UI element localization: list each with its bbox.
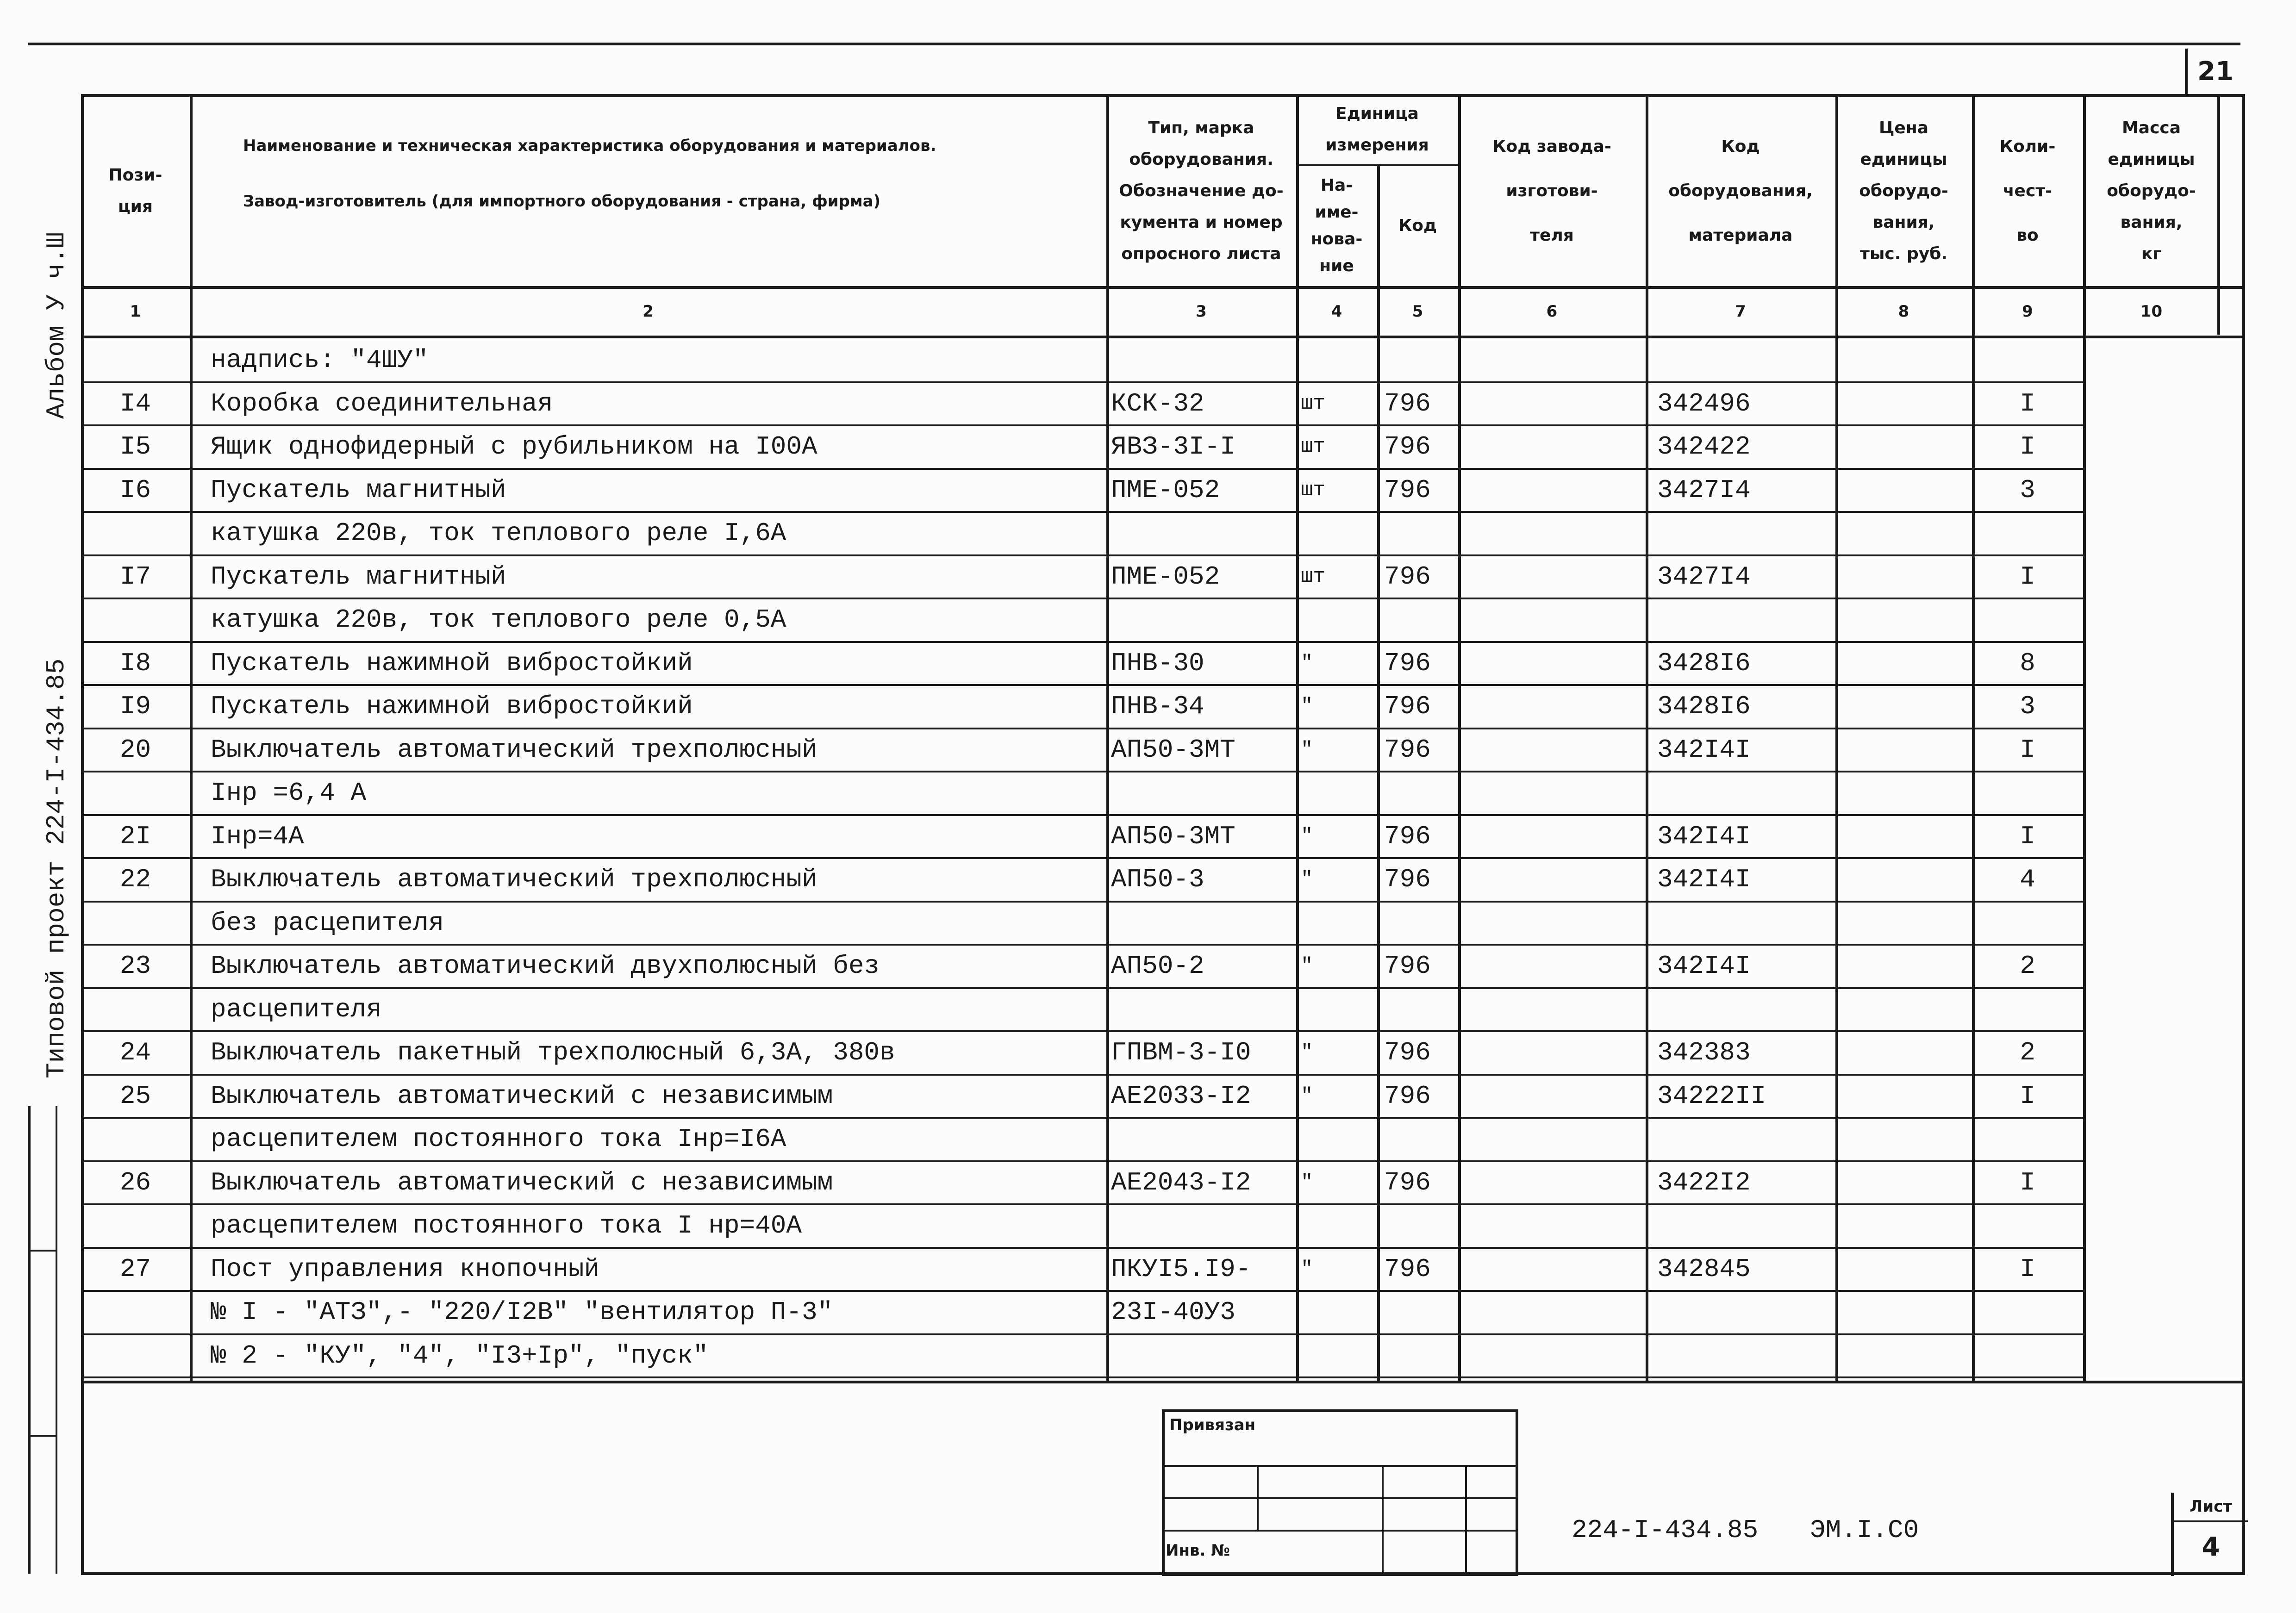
col-num: 8 — [1898, 302, 1909, 321]
cell-quantity — [1974, 1118, 2081, 1160]
cell-unit-name: " — [1301, 651, 1313, 675]
cell-quantity — [1974, 1334, 2081, 1377]
cell-material-code — [1657, 772, 1833, 814]
col-num: 5 — [1412, 302, 1423, 321]
cell-name: Выключатель автоматический с независимым — [211, 1167, 833, 1197]
cell-name: Пускатель магнитный — [211, 475, 506, 505]
cell-material-code: 3427I4 — [1657, 475, 1751, 505]
cell-quantity: I — [2020, 821, 2035, 851]
cell-unit-code: 796 — [1384, 1254, 1431, 1284]
cell-unit-code — [1384, 598, 1456, 641]
page-number: 21 — [2197, 56, 2234, 87]
cell-material-code: 342I4I — [1657, 821, 1751, 851]
doc-mark: ЭМ.I.С0 — [1810, 1515, 1919, 1545]
cell-name: надпись: "4ШУ" — [211, 345, 429, 375]
cell-material-code — [1657, 598, 1833, 641]
cell-type: АП50-3 — [1111, 865, 1204, 894]
margin-line — [28, 1250, 56, 1252]
header-name — [192, 97, 1104, 285]
cell-name: Пускатель нажимной вибростойкий — [211, 648, 693, 678]
cell-unit-code — [1384, 1204, 1456, 1247]
cell-type: КСК-32 — [1111, 388, 1204, 418]
cell-type — [1111, 598, 1294, 641]
header-unit-name: На- име- нова- ние — [1310, 175, 1363, 275]
cell-unit-code: 796 — [1384, 1038, 1431, 1067]
list-number: 4 — [2202, 1532, 2220, 1562]
col-num: 2 — [643, 302, 654, 321]
cell-unit-code: 796 — [1384, 432, 1431, 461]
privyazan-label: Привязан — [1169, 1416, 1256, 1434]
cell-unit-name: " — [1301, 868, 1313, 891]
col-line — [2217, 94, 2220, 335]
cell-quantity — [1974, 1291, 2081, 1333]
cell-unit-name — [1301, 988, 1375, 1031]
cell-type: ПКУI5.I9- — [1111, 1254, 1251, 1284]
header-material-code: Код оборудования, материала — [1668, 137, 1813, 245]
col-num: 1 — [130, 302, 141, 321]
cell-position: 20 — [119, 735, 151, 765]
cell-type: АЕ2043-I2 — [1111, 1167, 1251, 1197]
cell-material-code: 342496 — [1657, 388, 1751, 418]
cell-name: Коробка соединительная — [211, 388, 553, 418]
cell-position — [83, 988, 187, 1031]
cell-material-code: 342I4I — [1657, 735, 1751, 765]
cell-type — [1111, 772, 1294, 814]
cell-type — [1111, 1118, 1294, 1160]
cell-name: Iнр=4А — [211, 821, 304, 851]
cell-unit-code: 796 — [1384, 691, 1431, 721]
cell-unit-code: 796 — [1384, 735, 1431, 765]
list-divider — [2174, 1520, 2248, 1522]
header-unit-code: Код — [1398, 216, 1437, 235]
cell-unit-code: 796 — [1384, 1081, 1431, 1111]
cell-position — [83, 512, 187, 554]
inv-label: Инв. № — [1166, 1541, 1230, 1560]
cell-material-code: 342383 — [1657, 1038, 1751, 1067]
cell-type: ЯВЗ-3I-I — [1111, 432, 1235, 461]
margin-line — [28, 1435, 56, 1437]
col-line — [1106, 94, 1109, 1382]
cell-unit-name — [1301, 1118, 1375, 1160]
cell-type: ПМЕ-052 — [1111, 475, 1220, 505]
cell-unit-code — [1384, 1118, 1456, 1160]
cell-unit-name — [1301, 598, 1375, 641]
cell-position — [83, 1204, 187, 1247]
cell-type: АЕ2033-I2 — [1111, 1081, 1251, 1111]
doc-code: 224-I-434.85 — [1572, 1515, 1759, 1545]
col-line — [1458, 94, 1461, 1382]
cell-unit-code: 796 — [1384, 1167, 1431, 1197]
cell-unit-name: " — [1301, 1041, 1313, 1064]
cell-quantity — [1974, 339, 2081, 381]
album-label: Альбом У ч.Ш — [42, 232, 71, 419]
cell-material-code — [1657, 339, 1833, 381]
cell-material-code — [1657, 1204, 1833, 1247]
cell-position: 26 — [119, 1167, 151, 1197]
cell-material-code — [1657, 1118, 1833, 1160]
col-num: 10 — [2140, 302, 2163, 321]
header-type: Тип, марка оборудования. Обозначение до- кумента и номер опросного листа — [1119, 118, 1284, 263]
project-label: Типовой проект 224-I-434.85 — [42, 658, 71, 1078]
cell-position: 27 — [119, 1254, 151, 1284]
cell-type — [1111, 902, 1294, 944]
cell-position: I4 — [119, 388, 151, 418]
cell-position — [83, 1291, 187, 1333]
cell-quantity: 3 — [2020, 691, 2035, 721]
cell-unit-code: 796 — [1384, 475, 1431, 505]
cell-quantity: I — [2020, 388, 2035, 418]
cell-material-code — [1657, 512, 1833, 554]
cell-unit-name — [1301, 1334, 1375, 1377]
header-name-maker: Завод-изготовитель (для импортного оборудования - страна, фирма) — [243, 192, 881, 211]
cell-name: Пускатель нажимной вибростойкий — [211, 691, 693, 721]
cell-quantity — [1974, 598, 2081, 641]
cell-unit-code — [1384, 1334, 1456, 1377]
cell-unit-code: 796 — [1384, 865, 1431, 894]
cell-unit-code — [1384, 772, 1456, 814]
cell-unit-name — [1301, 772, 1375, 814]
col-num: 9 — [2022, 302, 2033, 321]
cell-quantity — [1974, 1204, 2081, 1247]
cell-name: расцепителя — [211, 994, 382, 1024]
col-line — [1296, 94, 1299, 1382]
cell-unit-name — [1301, 339, 1375, 381]
cell-position: I8 — [119, 648, 151, 678]
col-line — [1835, 94, 1838, 1382]
cell-unit-name: шт — [1301, 435, 1325, 458]
cell-position: 2I — [119, 821, 151, 851]
cell-name: Пускатель магнитный — [211, 561, 506, 592]
cell-type — [1111, 1334, 1294, 1377]
cell-name: Пост управления кнопочный — [211, 1254, 600, 1284]
cell-quantity: 2 — [2020, 951, 2035, 981]
cell-type — [1111, 988, 1294, 1031]
cell-position — [83, 902, 187, 944]
cell-quantity: I — [2020, 735, 2035, 765]
cell-unit-code: 796 — [1384, 388, 1431, 418]
cell-type: АП50-3МТ — [1111, 735, 1235, 765]
col-line — [190, 94, 193, 1382]
row-divider — [81, 1376, 2083, 1378]
cell-unit-name — [1301, 512, 1375, 554]
cell-unit-code: 796 — [1384, 951, 1431, 981]
list-box — [2171, 1493, 2248, 1576]
header-mass: Масса единицы оборудо- вания, кг — [2107, 118, 2196, 263]
cell-quantity: 2 — [2020, 1038, 2035, 1067]
cell-name: Выключатель автоматический трехполюсный — [211, 865, 817, 894]
cell-unit-name — [1301, 902, 1375, 944]
header-price: Цена единицы оборудо- вания, тыс. руб. — [1859, 118, 1948, 263]
cell-quantity — [1974, 902, 2081, 944]
header-plant-code: Код завода- изготови- теля — [1492, 137, 1611, 245]
top-rule — [28, 43, 2240, 45]
margin-line — [56, 1106, 57, 1574]
cell-quantity — [1974, 512, 2081, 554]
cell-name: Выключатель пакетный трехполюсный 6,3А, 380в — [211, 1038, 895, 1067]
stamp-line — [1257, 1465, 1259, 1530]
cell-unit-name: " — [1301, 824, 1313, 848]
cell-type: АП50-3МТ — [1111, 821, 1235, 851]
cell-quantity: 3 — [2020, 475, 2035, 505]
cell-name: Ящик однофидерный с рубильником на I00А — [211, 432, 817, 461]
cell-position: 22 — [119, 865, 151, 894]
cell-quantity — [1974, 988, 2081, 1031]
cell-name: Выключатель автоматический двухполюсный без — [211, 951, 880, 981]
cell-quantity: I — [2020, 1254, 2035, 1284]
cell-material-code: 3427I4 — [1657, 561, 1751, 592]
cell-quantity: I — [2020, 432, 2035, 461]
cell-material-code — [1657, 1291, 1833, 1333]
header-quantity: Коли- чест- во — [1999, 137, 2056, 245]
header-name-title: Наименование и техническая характеристика оборудования и материалов. — [243, 137, 936, 155]
cell-unit-name — [1301, 1204, 1375, 1247]
col-num: 3 — [1196, 302, 1207, 321]
col-num: 4 — [1331, 302, 1342, 321]
cell-material-code: 3428I6 — [1657, 691, 1751, 721]
cell-position — [83, 1118, 187, 1160]
cell-unit-name: " — [1301, 954, 1313, 978]
page-number-box — [2185, 49, 2243, 95]
cell-unit-name: шт — [1301, 392, 1325, 415]
cell-name: расцепителем постоянного тока I нр=40А — [211, 1211, 802, 1240]
stamp-line — [1382, 1465, 1384, 1575]
cell-position — [83, 772, 187, 814]
cell-quantity: I — [2020, 1167, 2035, 1197]
cell-position: 23 — [119, 951, 151, 981]
list-label: Лист — [2190, 1497, 2232, 1516]
cell-type: 23I-40У3 — [1111, 1297, 1235, 1327]
cell-position: I9 — [119, 691, 151, 721]
col-line — [2083, 94, 2086, 1382]
cell-unit-name: " — [1301, 695, 1313, 718]
col-num: 7 — [1735, 302, 1746, 321]
colnum-divider — [81, 336, 2245, 338]
margin-line — [28, 1106, 31, 1574]
cell-name: катушка 220в, ток теплового реле 0,5А — [211, 605, 786, 635]
cell-unit-code — [1384, 902, 1456, 944]
col-line — [1646, 94, 1648, 1382]
cell-quantity: I — [2020, 561, 2035, 592]
cell-unit-code: 796 — [1384, 821, 1431, 851]
table-bottom — [81, 1381, 2245, 1383]
cell-quantity: I — [2020, 1081, 2035, 1111]
cell-position: 24 — [119, 1038, 151, 1067]
col-num: 6 — [1546, 302, 1558, 321]
cell-unit-name: " — [1301, 1257, 1313, 1281]
cell-position: I5 — [119, 432, 151, 461]
cell-material-code: 34222II — [1657, 1081, 1766, 1111]
cell-unit-name: " — [1301, 1171, 1313, 1194]
cell-unit-code — [1384, 1291, 1456, 1333]
cell-unit-name: " — [1301, 738, 1313, 761]
cell-material-code — [1657, 988, 1833, 1031]
cell-type — [1111, 339, 1294, 381]
cell-position — [83, 598, 187, 641]
header-position: Пози- ция — [108, 165, 162, 216]
cell-material-code: 342I4I — [1657, 865, 1751, 894]
cell-name: без расцепителя — [211, 908, 444, 938]
cell-unit-name: шт — [1301, 565, 1325, 588]
cell-unit-code — [1384, 988, 1456, 1031]
cell-name: Iнр =6,4 А — [211, 778, 367, 808]
cell-material-code — [1657, 1334, 1833, 1377]
cell-type: ПНВ-30 — [1111, 648, 1204, 678]
cell-quantity: 8 — [2020, 648, 2035, 678]
cell-unit-code: 796 — [1384, 561, 1431, 592]
cell-type: АП50-2 — [1111, 951, 1204, 981]
cell-name: Выключатель автоматический с независимым — [211, 1081, 833, 1111]
cell-type — [1111, 1204, 1294, 1247]
cell-material-code — [1657, 902, 1833, 944]
col-line — [1377, 164, 1380, 1382]
cell-material-code: 342845 — [1657, 1254, 1751, 1284]
cell-type — [1111, 512, 1294, 554]
cell-material-code: 342422 — [1657, 432, 1751, 461]
cell-quantity: 4 — [2020, 865, 2035, 894]
cell-name: катушка 220в, ток теплового реле I,6А — [211, 518, 786, 548]
cell-material-code: 3428I6 — [1657, 648, 1751, 678]
cell-quantity — [1974, 772, 2081, 814]
cell-type: ПНВ-34 — [1111, 691, 1204, 721]
cell-unit-code — [1384, 512, 1456, 554]
cell-unit-name — [1301, 1291, 1375, 1333]
cell-material-code: 342I4I — [1657, 951, 1751, 981]
cell-name: № I - "АТЗ",- "220/I2В" "вентилятор П-3" — [211, 1297, 833, 1327]
cell-type: ГПВМ-3-I0 — [1111, 1038, 1251, 1067]
stamp-line — [1465, 1465, 1467, 1575]
cell-position — [83, 339, 187, 381]
cell-material-code: 3422I2 — [1657, 1167, 1751, 1197]
cell-unit-code — [1384, 339, 1456, 381]
cell-position: 25 — [119, 1081, 151, 1111]
cell-position: I6 — [119, 475, 151, 505]
cell-unit-name: " — [1301, 1084, 1313, 1108]
cell-position — [83, 1334, 187, 1377]
cell-name: № 2 - "КУ", "4", "I3+Iр", "пуск" — [211, 1340, 709, 1370]
cell-unit-name: шт — [1301, 478, 1325, 502]
cell-position: I7 — [119, 561, 151, 592]
cell-type: ПМЕ-052 — [1111, 561, 1220, 592]
cell-name: Выключатель автоматический трехполюсный — [211, 735, 817, 765]
cell-unit-code: 796 — [1384, 648, 1431, 678]
header-unit: Единица измерения — [1325, 104, 1429, 155]
cell-name: расцепителем постоянного тока Iнр=I6А — [211, 1124, 786, 1154]
